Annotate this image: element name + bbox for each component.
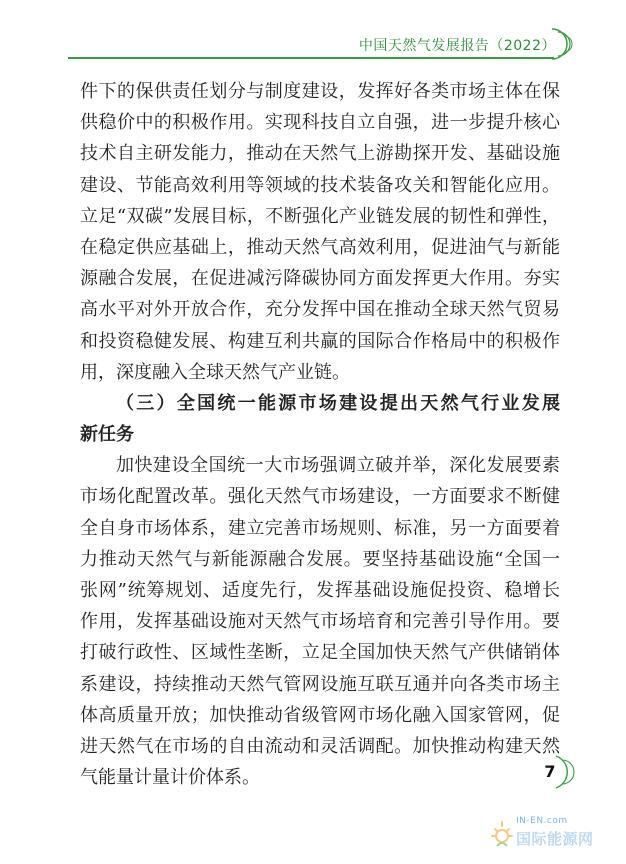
text-line: 打破行政性、区域性垄断，立足全国加快天然气产供储销体 (80, 642, 560, 664)
text-line: 进天然气在市场的自由流动和灵活调配。加快推动构建天然 (80, 735, 560, 757)
text-line: 作用，发挥基础设施对天然气市场培育和完善引导作用。要 (80, 611, 560, 633)
watermark-domain: IN-EN.com (516, 816, 568, 826)
text-line: 体高质量开放；加快推动省级管网市场化融入国家管网，促 (80, 704, 560, 726)
text-line: 加快建设全国统一大市场强调立破并举，深化发展要素 (116, 455, 560, 477)
watermark-logo-icon (488, 816, 516, 852)
text-line: 建设、节能高效利用等领域的技术装备攻关和智能化应用。 (80, 174, 560, 196)
watermark (488, 812, 618, 860)
main-text (80, 76, 560, 793)
text-line: 高水平对外开放合作，充分发挥中国在推动全球天然气贸易 (80, 299, 560, 321)
text-line: 系建设，持续推动天然气管网设施互联互通并向各类市场主 (80, 673, 560, 695)
text-line: 源融合发展，在促进减污降碳协同方面发挥更大作用。夯实 (80, 268, 560, 290)
text-line: 在稳定供应基础上，推动天然气高效利用，促进油气与新能 (80, 236, 560, 258)
heading-line: （三）全国统一能源市场建设提出天然气行业发展 (116, 392, 560, 414)
text-line: 供稳价中的积极作用。实现科技自立自强，进一步提升核心 (80, 112, 560, 134)
heading-line: 新任务 (80, 424, 134, 446)
page-number: 7 (544, 762, 556, 781)
text-line: 张网”统筹规划、适度先行，发挥基础设施促投资、稳增长 (80, 580, 560, 601)
text-line: 力推动天然气与新能源融合发展。要坚持基础设施“全国一 (80, 548, 560, 570)
text-line: 技术自主研发能力，推动在天然气上游勘探开发、基础设施 (80, 143, 560, 165)
paragraph-1 (80, 76, 560, 388)
header-arc-icon (548, 27, 578, 61)
text-line: 用，深度融入全球天然气产业链。 (80, 361, 350, 383)
text-line: 全自身市场体系，建立完善市场规则、标准，另一方面要着 (80, 517, 560, 539)
text-line: 市场化配置改革。强化天然气市场建设，一方面要求不断健 (80, 486, 560, 508)
paragraph-2 (80, 450, 560, 793)
text-line: 件下的保供责任划分与制度建设，发挥好各类市场主体在保 (80, 81, 560, 102)
running-header (0, 0, 626, 70)
report-title: 中国天然气发展报告（2022） (358, 38, 556, 54)
watermark-name: 国际能源网 (516, 830, 594, 848)
text-line: 气能量计量计价体系。 (80, 767, 260, 789)
header-rule (68, 57, 554, 59)
text-line: 和投资稳健发展、构建互利共赢的国际合作格局中的积极作 (80, 330, 560, 352)
section-heading (80, 388, 560, 450)
text-line: 立足“双碳”发展目标，不断强化产业链发展的韧性和弹性， (80, 205, 560, 227)
